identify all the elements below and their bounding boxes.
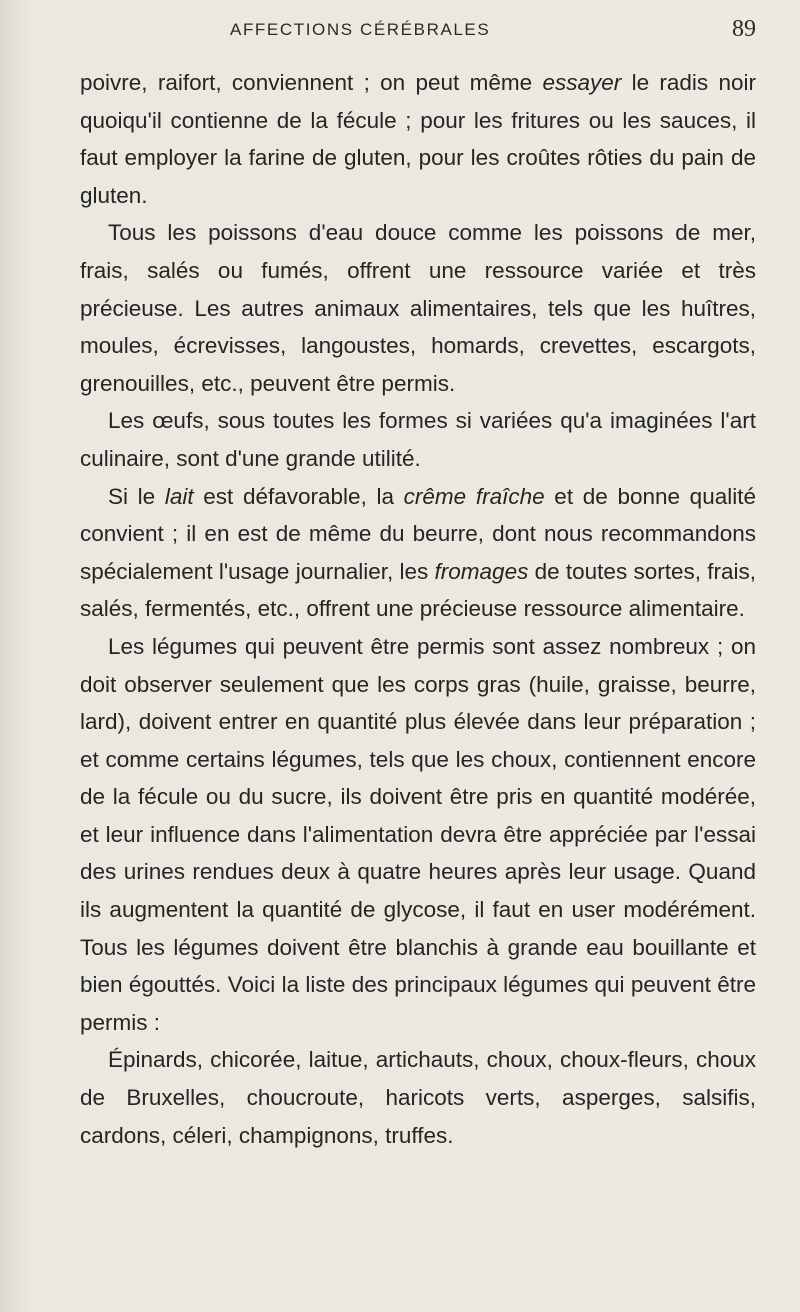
text-fragment: de toutes sortes, frais, salés, fermentés, etc., offrent une précieuse ressource alimentaire. [80,558,756,622]
paragraph-legumes: Les légumes qui peuvent être permis sont assez nombreux ; on doit observer seulement que les corps gras (huile, graisse, beurre, lard), doivent entrer en quantité plus élevée dans leur préparation ; et comme certains légumes, tels que les choux, contiennent encore de la fécule ou du sucre, ils doivent être pris en quantité modérée, et leur influence dans l'alimentation devra être appréciée par l'essai des urines rendues deux à quatre heures après leur usage. Quand ils augmentent la quantité de glycose, il faut en user modérément. Tous les légumes doivent être blanchis à grande eau bouillante et bien égouttés. Voici la liste des principaux légumes qui peuvent être permis : [80,633,756,1035]
italic-term: lait [164,483,194,509]
paragraph-laitages [80,478,756,628]
body-text [80,64,756,1154]
text-fragment: et de bonne qualité convient ; il en est de même du beurre, dont nous recommandons spécialement l'usage journalier, les [80,483,756,584]
italic-term: crême fraîche [403,483,545,509]
paragraph-oeufs: Les œufs, sous toutes les formes si variées qu'a imaginées l'art culinaire, sont d'une grande utilité. [80,408,756,471]
paragraph-condiments [80,64,756,214]
italic-term: fromages [434,558,529,584]
italic-term: essayer [542,70,622,95]
page-number: 89 [732,16,756,42]
text-fragment: poivre, raifort, conviennent ; on peut même [80,70,543,95]
running-head: AFFECTIONS CÉRÉBRALES [230,20,491,39]
text-fragment: est défavorable, la [193,483,404,509]
text-fragment: le radis noir quoiqu'il contienne de la fécule ; pour les fritures ou les sauces, il faut employer la farine de gluten, pour les croûtes rôties du pain de gluten. [80,70,756,208]
paragraph-poissons: Tous les poissons d'eau douce comme les poissons de mer, frais, salés ou fumés, offrent une ressource variée et très précieuse. Les autres animaux alimentaires, tels que les huîtres, moules, écrevisses, langoustes, homards, crevettes, escargots, grenouilles, etc., peuvent être permis. [80,220,756,396]
page-header [80,18,756,50]
paragraph-liste-legumes: Épinards, chicorée, laitue, artichauts, choux, choux-fleurs, choux de Bruxelles, choucroute, haricots verts, asperges, salsifis, cardons, céleri, champignons, truffes. [80,1047,756,1148]
text-fragment: Si le [108,483,165,509]
